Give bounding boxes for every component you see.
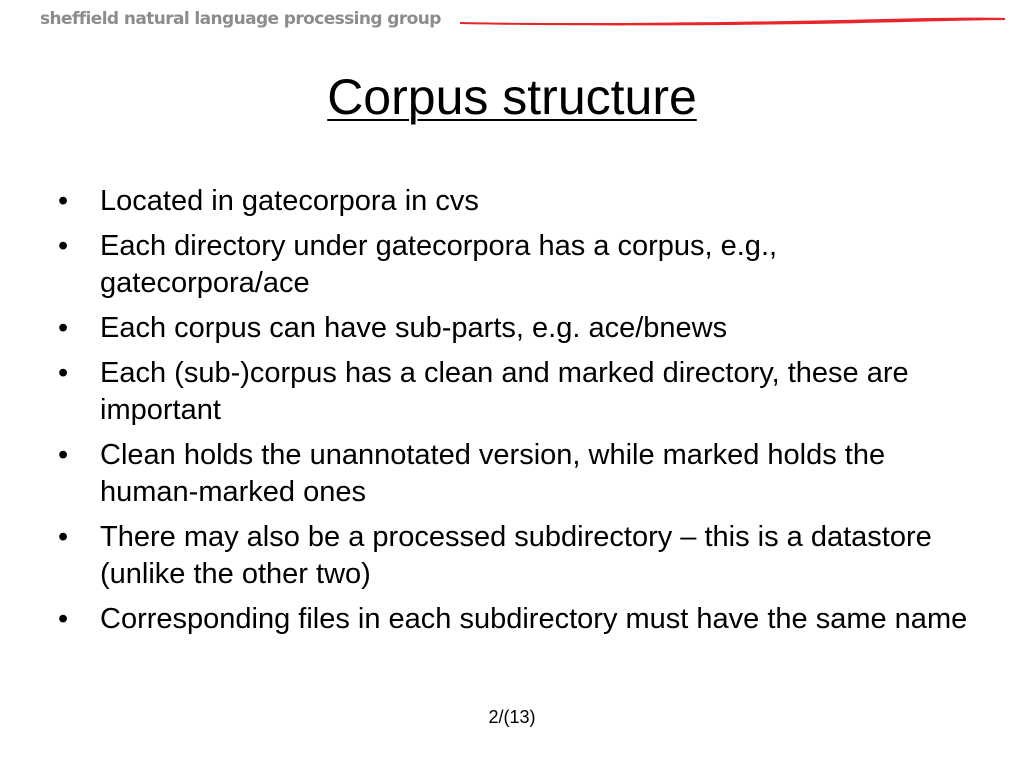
bullet-item [58, 310, 990, 347]
bullet-list [58, 183, 990, 646]
bullet-text: Each (sub-)corpus has a clean and marked directory, these are important [100, 357, 909, 426]
bullet-text: Corresponding files in each subdirectory must have the same name [100, 603, 968, 635]
bullet-item [58, 355, 990, 429]
bullet-dot: • [58, 439, 69, 471]
bullet-dot: • [58, 357, 69, 389]
slide-title: Corpus structure [327, 69, 697, 125]
bullet-dot: • [58, 312, 69, 344]
bullet-item [58, 437, 990, 511]
slide-header [0, 0, 1024, 44]
bullet-text: Each corpus can have sub-parts, e.g. ace/bnews [100, 312, 728, 344]
bullet-dot: • [58, 603, 69, 635]
bullet-item [58, 519, 990, 593]
bullet-dot: • [58, 521, 69, 553]
bullet-item [58, 183, 990, 220]
bullet-item [58, 601, 990, 638]
group-logo-text: sheffield natural language processing group [40, 9, 441, 29]
bullet-text: Located in gatecorpora in cvs [100, 185, 479, 217]
bullet-dot: • [58, 185, 69, 217]
bullet-text: Each directory under gatecorpora has a corpus, e.g., gatecorpora/ace [100, 230, 778, 299]
bullet-item [58, 228, 990, 302]
bullet-text: Clean holds the unannotated version, while marked holds the human-marked ones [100, 439, 886, 508]
bullet-dot: • [58, 230, 69, 262]
red-swoosh-icon [460, 13, 1005, 27]
bullet-text: There may also be a processed subdirectory – this is a datastore (unlike the other two) [100, 521, 932, 590]
page-number: 2/(13) [488, 707, 536, 727]
